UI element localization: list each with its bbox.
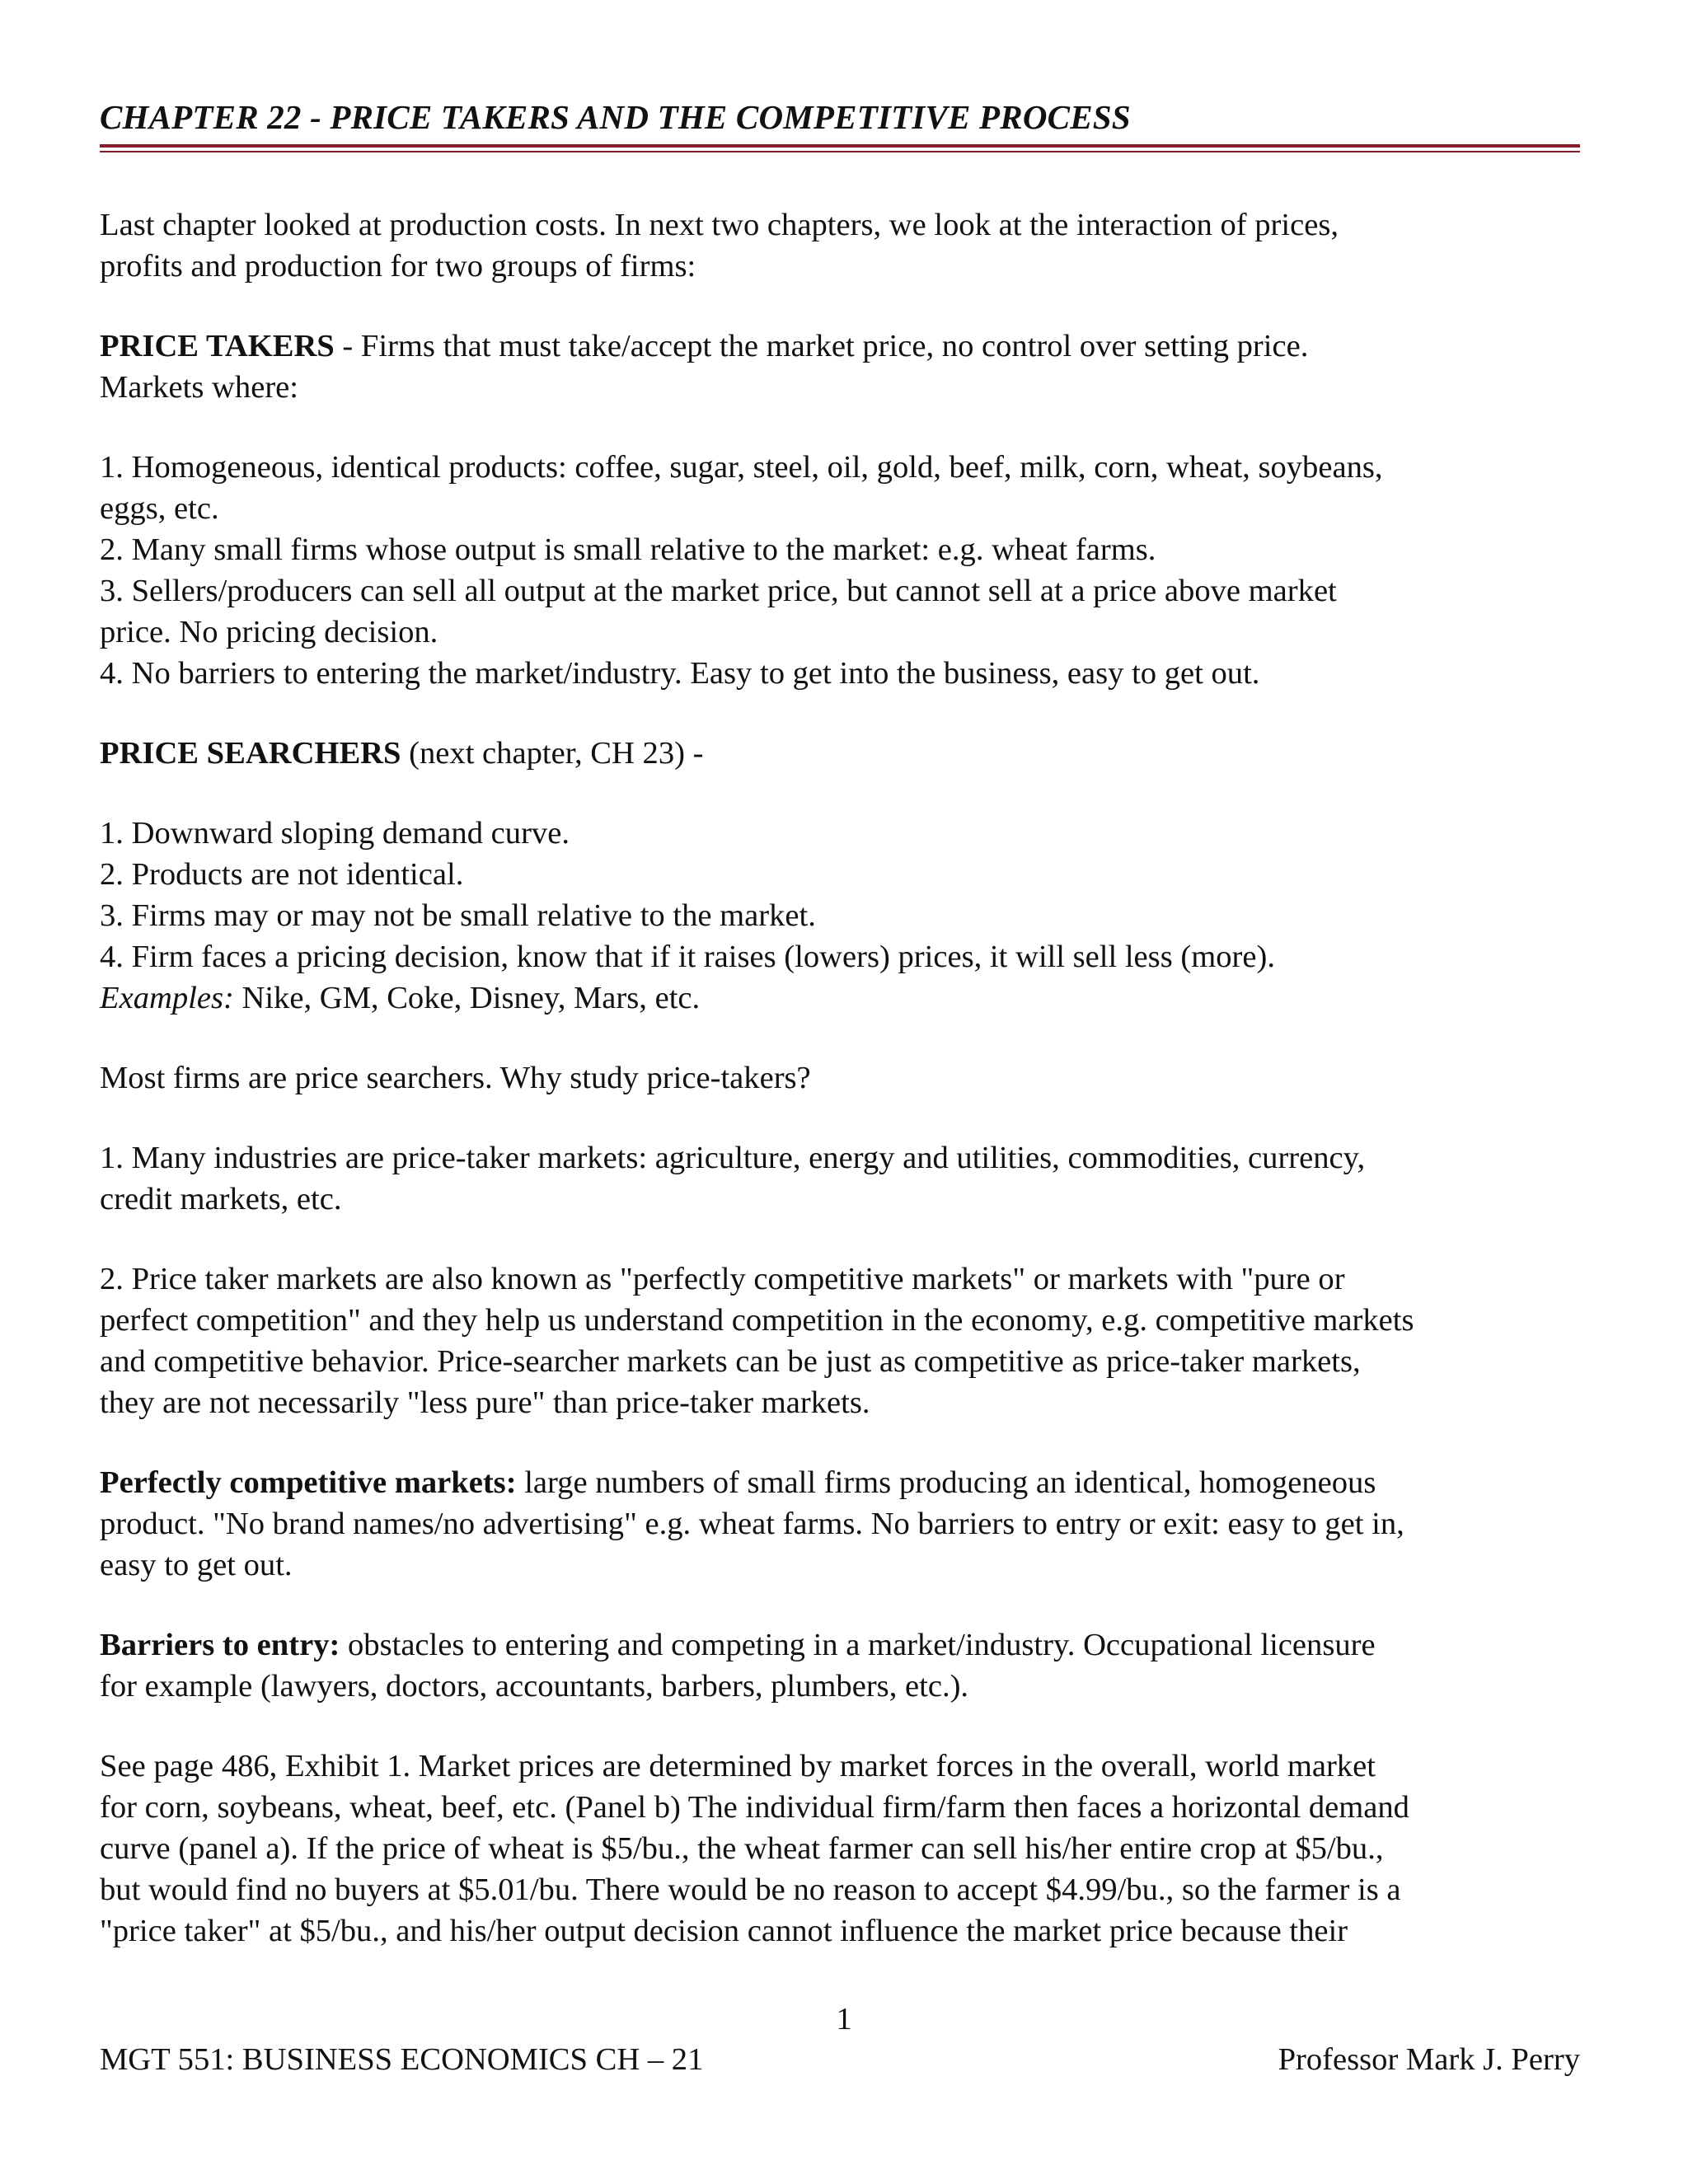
price-takers-line [100,326,1583,367]
definition-line: for example (lawyers, doctors, accountants, barbers, plumbers, etc.). [100,1669,969,1704]
reason-line: they are not necessarily "less pure" than price-taker markets. [100,1385,870,1420]
perfectly-competitive-term: Perfectly competitive markets: [100,1465,517,1500]
price-searchers-term: PRICE SEARCHERS [100,736,401,771]
price-searchers-list [100,813,1583,1019]
list-item: 4. No barriers to entering the market/industry. Easy to get into the business, easy to get out. [100,656,1260,691]
reason-1-paragraph [100,1137,1583,1220]
price-takers-list [100,447,1583,694]
reason-line: and competitive behavior. Price-searcher markets can be just as competitive as price-taker markets, [100,1344,1361,1379]
price-takers-line: Markets where: [100,370,299,405]
title-rule-thin [100,151,1580,152]
exhibit-paragraph [100,1746,1583,1952]
barriers-desc: obstacles to entering and competing in a market/industry. Occupational licensure [340,1628,1376,1662]
barriers-term: Barriers to entry: [100,1628,340,1662]
examples-line [100,977,1583,1019]
list-item: 2. Many small firms whose output is small relative to the market: e.g. wheat farms. [100,532,1156,567]
intro-line: profits and production for two groups of firms: [100,249,696,284]
price-takers-desc: - Firms that must take/accept the market price, no control over setting price. [334,329,1309,363]
reason-line: perfect competition" and they help us understand competition in the economy, e.g. competitive markets [100,1303,1414,1338]
list-item: 1. Downward sloping demand curve. [100,816,570,851]
perfectly-competitive-desc: large numbers of small firms producing an identical, homogeneous [516,1465,1376,1500]
list-item: 3. Sellers/producers can sell all output at the market price, but cannot sell at a price above market [100,574,1337,608]
exhibit-line: "price taker" at $5/bu., and his/her output decision cannot influence the market price because their [100,1914,1348,1948]
why-study-question [100,1057,1583,1099]
chapter-title: CHAPTER 22 - PRICE TAKERS AND THE COMPETITIVE PROCESS [100,98,1131,136]
price-searchers-heading [100,733,1583,774]
exhibit-line: for corn, soybeans, wheat, beef, etc. (Panel b) The individual firm/farm then faces a horizontal demand [100,1790,1409,1825]
list-item: 4. Firm faces a pricing decision, know that if it raises (lowers) prices, it will sell less (more). [100,940,1275,974]
footer-author: Professor Mark J. Perry [1278,2042,1580,2077]
exhibit-line: but would find no buyers at $5.01/bu. There would be no reason to accept $4.99/bu., so the farmer is a [100,1872,1401,1907]
list-item: 3. Firms may or may not be small relative to the market. [100,898,816,933]
page-number: 1 [836,2002,852,2036]
reason-line: credit markets, etc. [100,1182,342,1216]
document-body [100,204,1583,1990]
list-item: 2. Products are not identical. [100,857,464,892]
definition-line [100,1462,1583,1503]
price-searchers-note: (next chapter, CH 23) - [401,736,704,771]
intro-line: Last chapter looked at production costs. In next two chapters, we look at the interaction of prices, [100,208,1339,242]
price-searchers-line [100,733,1583,774]
reason-line: 1. Many industries are price-taker markets: agriculture, energy and utilities, commodities, currency, [100,1141,1366,1175]
footer-course: MGT 551: BUSINESS ECONOMICS CH – 21 [100,2042,704,2077]
price-takers-definition [100,326,1583,408]
title-rule-thick [100,144,1580,148]
list-item: eggs, etc. [100,491,219,526]
list-item: price. No pricing decision. [100,615,438,649]
perfectly-competitive-paragraph [100,1462,1583,1586]
definition-line: product. "No brand names/no advertising" e.g. wheat farms. No barriers to entry or exit: easy to get in, [100,1507,1404,1541]
definition-line [100,1624,1583,1666]
examples-text: Nike, GM, Coke, Disney, Mars, etc. [233,981,701,1015]
reason-line: 2. Price taker markets are also known as "perfectly competitive markets" or markets with "pure or [100,1262,1345,1296]
intro-paragraph [100,204,1583,287]
reason-2-paragraph [100,1258,1583,1423]
exhibit-line: curve (panel a). If the price of wheat is $5/bu., the wheat farmer can sell his/her entire crop at $5/bu., [100,1831,1384,1866]
examples-label: Examples: [100,981,234,1015]
price-takers-term: PRICE TAKERS [100,329,335,363]
definition-line: easy to get out. [100,1548,293,1582]
question-line: Most firms are price searchers. Why study price-takers? [100,1061,811,1095]
exhibit-line: See page 486, Exhibit 1. Market prices are determined by market forces in the overall, world market [100,1749,1376,1783]
barriers-paragraph [100,1624,1583,1707]
list-item: 1. Homogeneous, identical products: coffee, sugar, steel, oil, gold, beef, milk, corn, wheat, soybeans, [100,450,1383,485]
